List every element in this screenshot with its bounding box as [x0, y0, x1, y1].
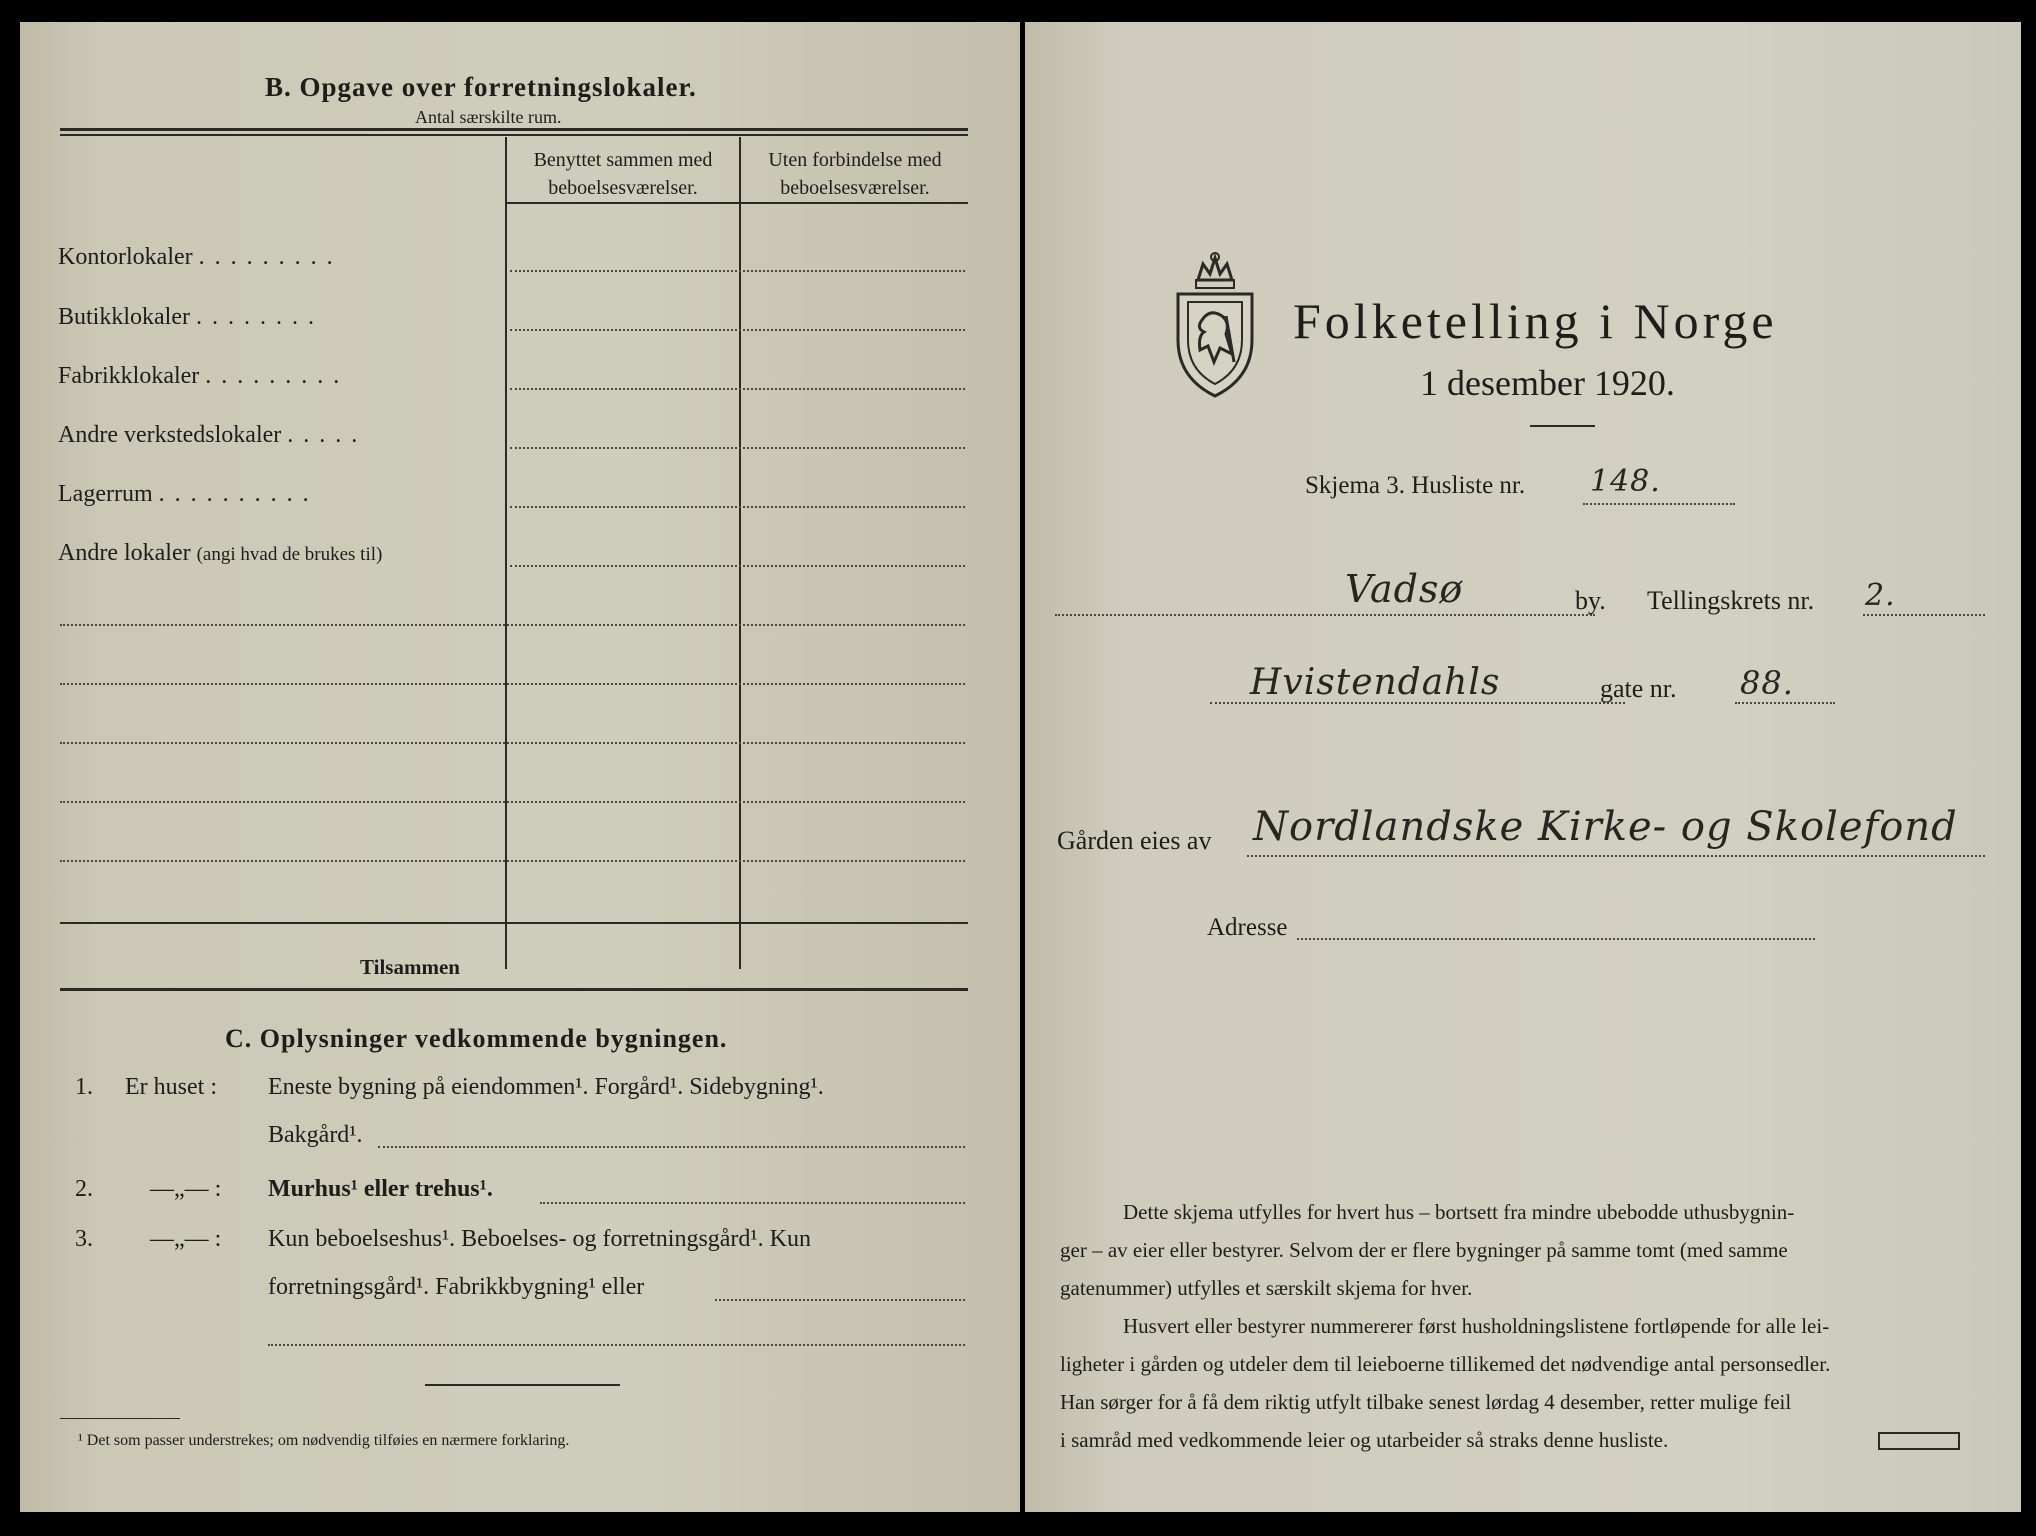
footnote-rule	[60, 1418, 180, 1419]
row-line-8	[60, 683, 965, 685]
row-line-3	[510, 388, 965, 390]
c-item-3-fill-line	[715, 1299, 965, 1301]
total-top-rule	[60, 922, 968, 924]
by-line	[1055, 614, 1595, 616]
table-divider-2	[739, 137, 741, 969]
right-page	[1025, 22, 2021, 1512]
c-item-1-num: 1.	[75, 1074, 93, 1100]
row-line-4	[510, 447, 965, 449]
c-item-3-lead: —„— :	[150, 1226, 222, 1252]
c-item-2-num: 2.	[75, 1176, 93, 1202]
row-label-andre-verksted: Andre verkstedslokaler . . . . .	[58, 422, 360, 448]
gate-nr-value: 88.	[1740, 664, 1794, 702]
c-item-2-lead: —„— :	[150, 1176, 222, 1202]
row-line-6	[510, 565, 965, 567]
table-bottom-rule	[60, 988, 968, 991]
instruction-line-3: gatenummer) utfylles et særskilt skjema for hver.	[1060, 1276, 1473, 1300]
row-line-9	[60, 742, 965, 744]
table-top-rule-2	[60, 134, 968, 136]
census-date: 1 desember 1920.	[1420, 363, 1675, 403]
c-item-1-fill-line	[378, 1146, 965, 1148]
header-bottom-rule	[505, 202, 968, 204]
section-c-title: C. Oplysninger vedkommende bygningen.	[225, 1024, 728, 1053]
instruction-line-1: Dette skjema utfylles for hvert hus – bortsett fra mindre ubebodde uthusbygnin-	[1123, 1200, 1795, 1224]
footnote: ¹ Det som passer understrekes; om nødvendig tilføies en nærmere forklaring.	[78, 1432, 570, 1449]
instruction-line-4: Husvert eller bestyrer nummererer først husholdningslistene fortløpende for alle lei-	[1123, 1314, 1830, 1338]
printer-stamp-icon	[1878, 1432, 1960, 1450]
adresse-label: Adresse	[1207, 914, 1288, 941]
c-item-1-line1: Eneste bygning på eiendommen¹. Forgård¹. Sidebygning¹.	[268, 1074, 824, 1100]
row-label-butikklokaler: Butikklokaler . . . . . . . .	[58, 304, 316, 330]
c-item-2-fill-line	[540, 1202, 965, 1204]
c-item-3-fill-line-2	[268, 1344, 965, 1346]
row-label-lagerrum: Lagerrum . . . . . . . . . .	[58, 481, 311, 507]
eier-line	[1247, 855, 1985, 857]
coat-of-arms-icon	[1170, 250, 1260, 400]
column-header-benyttet: Benyttet sammen med beboelsesværelser.	[533, 149, 713, 199]
column-header-uten: Uten forbindelse med beboelsesværelser.	[768, 149, 942, 199]
row-line-5	[510, 506, 965, 508]
instruction-line-7: i samråd med vedkommende leier og utarbeider så straks denne husliste.	[1060, 1428, 1669, 1452]
instruction-line-2: ger – av eier eller bestyrer. Selvom der er flere bygninger på samme tomt (med samme	[1060, 1238, 1788, 1262]
row-label-kontorlokaler: Kontorlokaler . . . . . . . . .	[58, 244, 335, 270]
row-label-andre-lokaler: Andre lokaler (angi hvad de brukes til)	[58, 540, 383, 566]
by-value: Vadsø	[1345, 567, 1464, 611]
row-line-2	[510, 329, 965, 331]
husliste-nr-line	[1583, 503, 1735, 505]
row-label-fabrikklokaler: Fabrikklokaler . . . . . . . . .	[58, 363, 342, 389]
page-title: Folketelling i Norge	[1293, 293, 1778, 349]
c-item-3-num: 3.	[75, 1226, 93, 1252]
c-item-3-line2: forretningsgård¹. Fabrikkbygning¹ eller	[268, 1274, 645, 1300]
table-divider-1	[505, 137, 507, 969]
row-line-1	[510, 270, 965, 272]
eier-value: Nordlandske Kirke- og Skolefond	[1253, 804, 1958, 850]
section-end-rule	[425, 1384, 620, 1386]
row-line-11	[60, 860, 965, 862]
eier-label: Gården eies av	[1057, 826, 1212, 855]
tellingskrets-label: Tellingskrets nr.	[1647, 586, 1815, 615]
husliste-nr-value: 148.	[1590, 464, 1661, 499]
left-page	[20, 22, 1020, 1512]
c-item-1-line2: Bakgård¹.	[268, 1122, 363, 1148]
section-b-subtitle: Antal særskilte rum.	[415, 107, 562, 127]
skjema-label: Skjema 3. Husliste nr.	[1305, 472, 1526, 499]
gate-line	[1210, 702, 1625, 704]
gate-nr-line	[1735, 702, 1835, 704]
gate-label: gate nr.	[1600, 674, 1677, 703]
c-item-1-lead: Er huset :	[125, 1074, 217, 1100]
c-item-2-line1: Murhus¹ eller trehus¹.	[268, 1176, 493, 1202]
c-item-3-line1: Kun beboelseshus¹. Beboelses- og forretningsgård¹. Kun	[268, 1226, 811, 1252]
title-rule	[1530, 425, 1595, 427]
total-label: Tilsammen	[360, 955, 460, 979]
instruction-line-6: Han sørger for å få dem riktig utfylt tilbake senest lørdag 4 desember, retter mulige feil	[1060, 1390, 1792, 1414]
section-b-title: B. Opgave over forretningslokaler.	[265, 72, 697, 102]
by-label: by.	[1575, 586, 1606, 615]
instruction-line-5: ligheter i gården og utdeler dem til leieboerne tillikemed det nødvendige antal personsedler.	[1060, 1352, 1831, 1376]
tellingskrets-nr-value: 2.	[1865, 578, 1896, 613]
row-line-10	[60, 801, 965, 803]
gate-value: Hvistendahls	[1250, 662, 1501, 703]
row-line-7	[60, 624, 965, 626]
tellingskrets-nr-line	[1863, 614, 1985, 616]
adresse-line	[1297, 938, 1815, 940]
table-top-rule	[60, 128, 968, 131]
